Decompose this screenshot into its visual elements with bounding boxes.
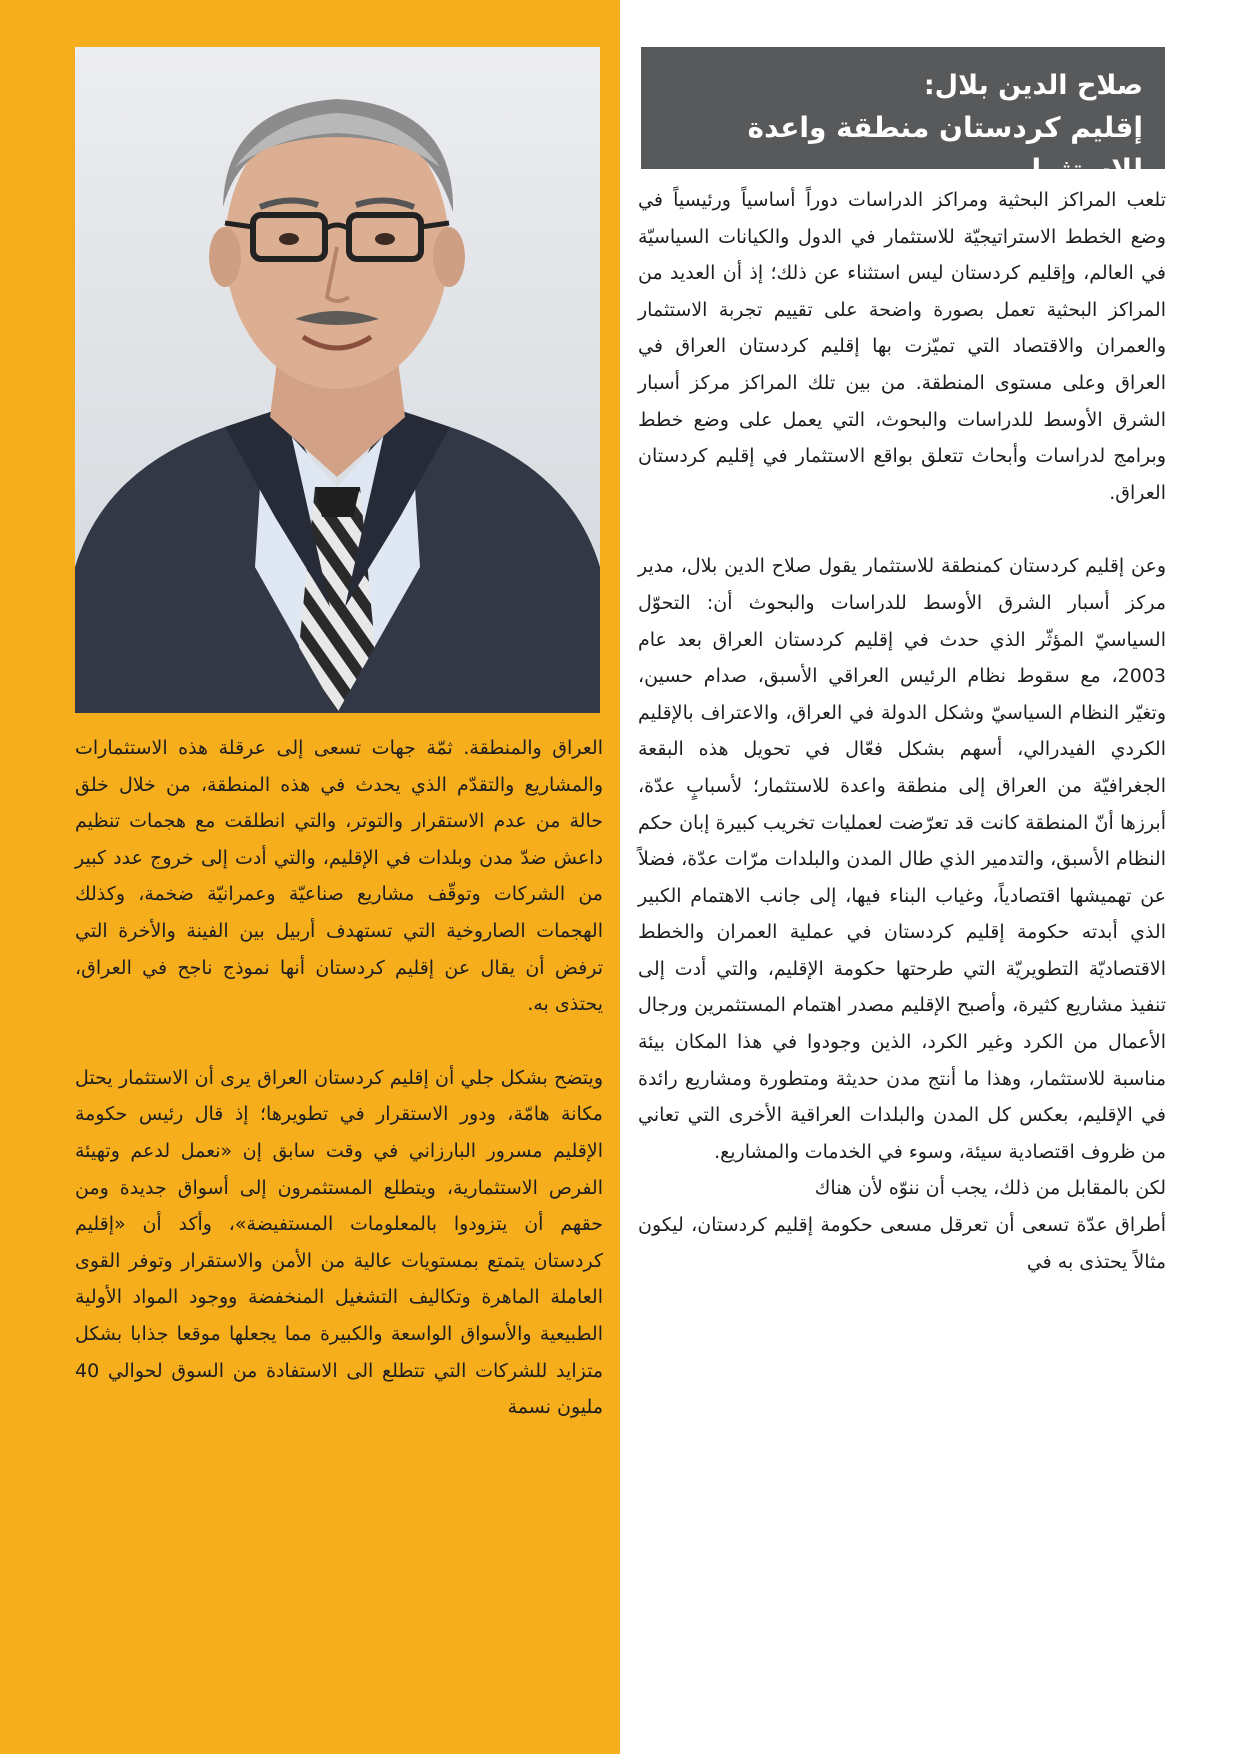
article-headline-box	[641, 47, 1165, 186]
left-paragraph-2: ويتضح بشكل جلي أن إقليم كردستان العراق يرى أن الاستثمار يحتل مكانة هامّة، ودور الاستقرار في تطويرها؛ إذ قال رئيس حكومة الإقليم مسرور البارزاني في وقت سابق إن «نعمل لدعم وتهيئة الفرص الاستثمارية، ويتطلع المستثمرون إلى أسواق جديدة ومن حقهم أن يتزودوا بالمعلومات المستفيضة»، وأكد أن «إقليم كردستان يتمتع بمستويات عالية من الأمن والاستقرار وتوفر القوى العاملة الماهرة وتكاليف التشغيل المنخفضة ووجود المواد الأولية الطبيعية والأسواق الواسعة والكبيرة مما يجعلها موقعا جذابا بشكل متزايد للشركات التي تتطلع الى الاستفادة من السوق لحوالي 40 مليون نسمة	[75, 1066, 603, 1419]
right-paragraph-4: أطراق عدّة تسعى أن تعرقل مسعى حكومة إقليم كردستان، ليكون مثالاً يحتذى به في	[638, 1214, 1166, 1273]
portrait-illustration	[75, 47, 600, 713]
headline-line-1: صلاح الدين بلال:	[923, 70, 1143, 101]
right-text-column	[638, 182, 1166, 1280]
headline-line-2: إقليم كردستان منطقة واعدة للاستثمار	[747, 111, 1143, 186]
right-paragraph-1: تلعب المراكز البحثية ومراكز الدراسات دوراً أساسياً ورئيسياً في وضع الخطط الاستراتيجيّة للاستثمار في الدول والكيانات السياسيّة في العالم، وإقليم كردستان ليس استثناء عن ذلك؛ إذ أن العديد من المراكز البحثية تعمل بصورة واضحة على تقييم تجربة الاستثمار والعمران والاقتصاد التي تميّزت بها إقليم كردستان العراق في العراق وعلى مستوى المنطقة. من بين تلك المراكز مركز أسبار الشرق الأوسط للدراسات والبحوث، التي يعمل على وضع خطط وبرامج لدراسات وأبحاث تتعلق بواقع الاستثمار في إقليم كردستان العراق.	[638, 189, 1166, 504]
right-paragraph-2: وعن إقليم كردستان كمنطقة للاستثمار يقول صلاح الدين بلال، مدير مركز أسبار الشرق الأوسط للدراسات والبحوث أن: التحوّل السياسيّ المؤثّر الذي حدث في إقليم كردستان العراق بعد عام 2003، مع سقوط نظام الرئيس العراقي الأسبق، صدام حسين، وتغيّر النظام السياسيّ وشكل الدولة في العراق، والاعتراف بالإقليم الكردي الفيدرالي، أسهم بشكل فعّال في تحويل هذه البقعة الجغرافيّة من العراق إلى منطقة واعدة للاستثمار؛ لأسبابٍ عدّة، أبرزها أنّ المنطقة كانت قد تعرّضت لعمليات تخريب كبيرة إبان حكم النظام الأسبق، والتدمير الذي طال المدن والبلدات مرّات عدّة، فضلاً عن تهميشها اقتصادياً، وغياب البناء فيها، إلى جانب الاهتمام الكبير الذي أبدته حكومة إقليم كردستان في عملية العمران والخطط الاقتصاديّة التطويريّة التي طرحتها حكومة الإقليم، والتي أدت إلى تنفيذ مشاريع كثيرة، وأصبح الإقليم مصدر اهتمام المستثمرين ورجال الأعمال من الكرد وغير الكرد، الذين وجودوا في هذا المكان بيئة مناسبة للاستثمار، وهذا ما أنتج مدن حديثة ومتطورة ومشاريع رائدة في الإقليم، بعكس كل المدن والبلدات العراقية الأخرى التي تعاني من ظروف اقتصادية سيئة، وسوء في الخدمات والمشاريع.	[638, 555, 1166, 1163]
left-paragraph-1: العراق والمنطقة. ثمّة جهات تسعى إلى عرقلة هذه الاستثمارات والمشاريع والتقدّم الذي يحدث في هذه المنطقة، من خلال خلق حالة من عدم الاستقرار والتوتر، والتي انطلقت مع هجمات تنظيم داعش ضدّ مدن وبلدات في الإقليم، والتي أدت إلى خروج عدد كبير من الشركات وتوقّف مشاريع صناعيّة وعمرانيّة ضخمة، وكذلك الهجمات الصاروخية التي تستهدف أربيل بين الفينة والأخرة التي ترفض أن يقال عن إقليم كردستان أنها نموذج ناجح في العراق، يحتذى به.	[75, 737, 603, 1016]
right-paragraph-3: لكن بالمقابل من ذلك، يجب أن ننوّه لأن هناك	[814, 1177, 1166, 1200]
portrait-photo	[75, 47, 600, 713]
left-text-column	[75, 730, 603, 1426]
